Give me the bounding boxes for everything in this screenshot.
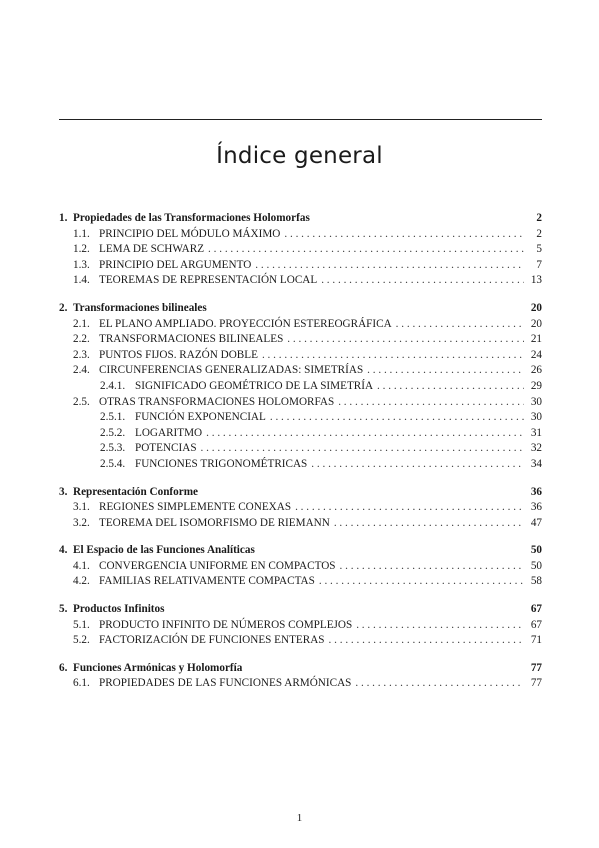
entry-number: 1.4.: [73, 274, 90, 287]
toc-subsection-entry[interactable]: [59, 457, 542, 473]
entry-title: REGIONES SIMPLEMENTE CONEXAS: [99, 501, 292, 514]
entry-title: Propiedades de las Transformaciones Holomorfas: [73, 212, 310, 224]
entry-title: El Espacio de las Funciones Analíticas: [73, 544, 255, 557]
toc-chapter-entry[interactable]: [59, 485, 542, 501]
entry-page: 7: [536, 258, 542, 271]
toc-chapter: [59, 602, 542, 649]
entry-page: 30: [530, 395, 542, 408]
entry-number: 3.: [59, 485, 68, 498]
entry-number: 2.5.3.: [100, 442, 126, 455]
entry-number: 2.1.: [73, 317, 90, 330]
toc-subsection-entry[interactable]: [59, 379, 542, 395]
toc-chapter: [59, 211, 542, 289]
entry-number: 2.2.: [73, 333, 90, 346]
entry-number: 5.: [59, 603, 68, 616]
entry-title: TEOREMA DEL ISOMORFISMO DE RIEMANN: [99, 516, 330, 529]
dot-leader: [321, 273, 524, 289]
toc-chapter: [59, 661, 542, 692]
dot-leader: [284, 227, 524, 243]
entry-title: OTRAS TRANSFORMACIONES HOLOMORFAS: [99, 395, 335, 408]
entry-number: 6.1.: [73, 677, 90, 690]
dot-leader: [295, 500, 524, 516]
entry-title: FUNCIONES TRIGONOMÉTRICAS: [135, 457, 308, 470]
toc-chapter: [59, 543, 542, 590]
toc-section-entry[interactable]: [59, 258, 542, 274]
entry-title: Funciones Armónicas y Holomorfía: [73, 661, 243, 674]
toc-section-entry[interactable]: [59, 273, 542, 289]
entry-number: 1.3.: [73, 258, 90, 271]
entry-number: 3.1.: [73, 501, 90, 514]
entry-title: TEOREMAS DE REPRESENTACIÓN LOCAL: [99, 274, 318, 287]
toc-section-entry[interactable]: [59, 348, 542, 364]
table-of-contents: [59, 211, 542, 704]
entry-number: 2.4.1.: [100, 379, 126, 392]
entry-page: 20: [530, 301, 542, 314]
toc-chapter-entry[interactable]: [59, 602, 542, 618]
entry-title: PROPIEDADES DE LAS FUNCIONES ARMÓNICAS: [99, 677, 352, 690]
dot-leader: [262, 348, 524, 364]
entry-page: 31: [530, 426, 542, 439]
dot-leader: [311, 457, 524, 473]
toc-subsection-entry[interactable]: [59, 426, 542, 442]
entry-title: Transformaciones bilineales: [73, 301, 207, 314]
entry-title: CONVERGENCIA UNIFORME EN COMPACTOS: [99, 559, 336, 572]
dot-leader: [206, 426, 524, 442]
entry-page: 71: [530, 634, 542, 647]
toc-subsection-entry[interactable]: [59, 410, 542, 426]
toc-section-entry[interactable]: [59, 559, 542, 575]
dot-leader: [356, 618, 524, 634]
entry-number: 2.5.4.: [100, 457, 126, 470]
dot-leader: [355, 676, 524, 692]
entry-page: 21: [530, 333, 542, 346]
entry-page: 29: [530, 379, 542, 392]
header-rule: [59, 119, 542, 120]
entry-page: 34: [530, 457, 542, 470]
toc-section-entry[interactable]: [59, 395, 542, 411]
entry-number: 2.3.: [73, 348, 90, 361]
dot-leader: [270, 410, 524, 426]
entry-number: 3.2.: [73, 516, 90, 529]
entry-number: 4.1.: [73, 559, 90, 572]
entry-title: Productos Infinitos: [73, 603, 165, 616]
entry-title: PRINCIPIO DEL ARGUMENTO: [99, 258, 252, 271]
entry-title: EL PLANO AMPLIADO. PROYECCIÓN ESTEREOGRÁFICA: [99, 317, 392, 330]
entry-page: 36: [530, 501, 542, 514]
entry-number: 2.4.: [73, 364, 90, 377]
page-number: 1: [296, 812, 303, 824]
entry-title: FUNCIÓN EXPONENCIAL: [135, 411, 266, 424]
entry-title: TRANSFORMACIONES BILINEALES: [99, 333, 284, 346]
entry-title: FAMILIAS RELATIVAMENTE COMPACTAS: [99, 575, 315, 588]
entry-number: 5.1.: [73, 618, 90, 631]
entry-number: 1.1.: [73, 227, 90, 240]
entry-title: POTENCIAS: [135, 442, 197, 455]
toc-section-entry[interactable]: [59, 618, 542, 634]
entry-page: 13: [530, 274, 542, 287]
toc-section-entry[interactable]: [59, 500, 542, 516]
dot-leader: [338, 395, 524, 411]
toc-section-entry[interactable]: [59, 633, 542, 649]
toc-section-entry[interactable]: [59, 227, 542, 243]
entry-page: 50: [530, 544, 542, 557]
entry-page: 32: [530, 442, 542, 455]
entry-title: LOGARITMO: [135, 426, 203, 439]
entry-page: 47: [530, 516, 542, 529]
entry-number: 4.2.: [73, 575, 90, 588]
toc-section-entry[interactable]: [59, 317, 542, 333]
entry-page: 26: [530, 364, 542, 377]
entry-title: SIGNIFICADO GEOMÉTRICO DE LA SIMETRÍA: [135, 379, 374, 392]
dot-leader: [319, 574, 524, 590]
entry-page: 67: [530, 603, 542, 616]
dot-leader: [377, 379, 524, 395]
toc-chapter-entry[interactable]: [59, 543, 542, 559]
entry-page: 30: [530, 411, 542, 424]
dot-leader: [287, 332, 524, 348]
entry-number: 2.5.: [73, 395, 90, 408]
entry-title: CIRCUNFERENCIAS GENERALIZADAS: SIMETRÍAS: [99, 364, 364, 377]
entry-page: 24: [530, 348, 542, 361]
toc-chapter: [59, 301, 542, 473]
entry-page: 2: [536, 212, 542, 224]
entry-number: 6.: [59, 661, 68, 674]
entry-page: 77: [530, 661, 542, 674]
dot-leader: [396, 317, 524, 333]
entry-title: PRODUCTO INFINITO DE NÚMEROS COMPLEJOS: [99, 618, 353, 631]
toc-section-entry[interactable]: [59, 516, 542, 532]
dot-leader: [201, 441, 524, 457]
dot-leader: [255, 258, 524, 274]
page-title: Índice general: [216, 143, 383, 170]
entry-page: 77: [530, 677, 542, 690]
entry-number: 2.5.1.: [100, 411, 126, 424]
dot-leader: [208, 242, 524, 258]
toc-chapter: [59, 485, 542, 532]
toc-chapter-entry[interactable]: [59, 301, 542, 317]
entry-page: 50: [530, 559, 542, 572]
dot-leader: [334, 516, 524, 532]
entry-title: PRINCIPIO DEL MÓDULO MÁXIMO: [99, 227, 281, 240]
toc-section-entry[interactable]: [59, 676, 542, 692]
entry-number: 4.: [59, 544, 68, 557]
toc-subsection-entry[interactable]: [59, 441, 542, 457]
toc-section-entry[interactable]: [59, 574, 542, 590]
entry-title: LEMA DE SCHWARZ: [99, 243, 205, 256]
entry-page: 20: [530, 317, 542, 330]
dot-leader: [340, 559, 524, 575]
entry-page: 2: [536, 227, 542, 240]
entry-number: 1.2.: [73, 243, 90, 256]
entry-page: 36: [530, 485, 542, 498]
entry-number: 2.5.2.: [100, 426, 126, 439]
entry-page: 58: [530, 575, 542, 588]
entry-title: FACTORIZACIÓN DE FUNCIONES ENTERAS: [99, 634, 325, 647]
entry-title: PUNTOS FIJOS. RAZÓN DOBLE: [99, 348, 258, 361]
entry-page: 5: [536, 243, 542, 256]
toc-chapter-entry[interactable]: [59, 211, 542, 227]
entry-number: 5.2.: [73, 634, 90, 647]
dot-leader: [367, 363, 524, 379]
toc-section-entry[interactable]: [59, 242, 542, 258]
entry-number: 1.: [59, 212, 68, 224]
dot-leader: [329, 633, 524, 649]
toc-chapter-entry[interactable]: [59, 661, 542, 677]
toc-section-entry[interactable]: [59, 332, 542, 348]
toc-section-entry[interactable]: [59, 363, 542, 379]
entry-number: 2.: [59, 301, 68, 314]
entry-page: 67: [530, 618, 542, 631]
entry-title: Representación Conforme: [73, 485, 199, 498]
